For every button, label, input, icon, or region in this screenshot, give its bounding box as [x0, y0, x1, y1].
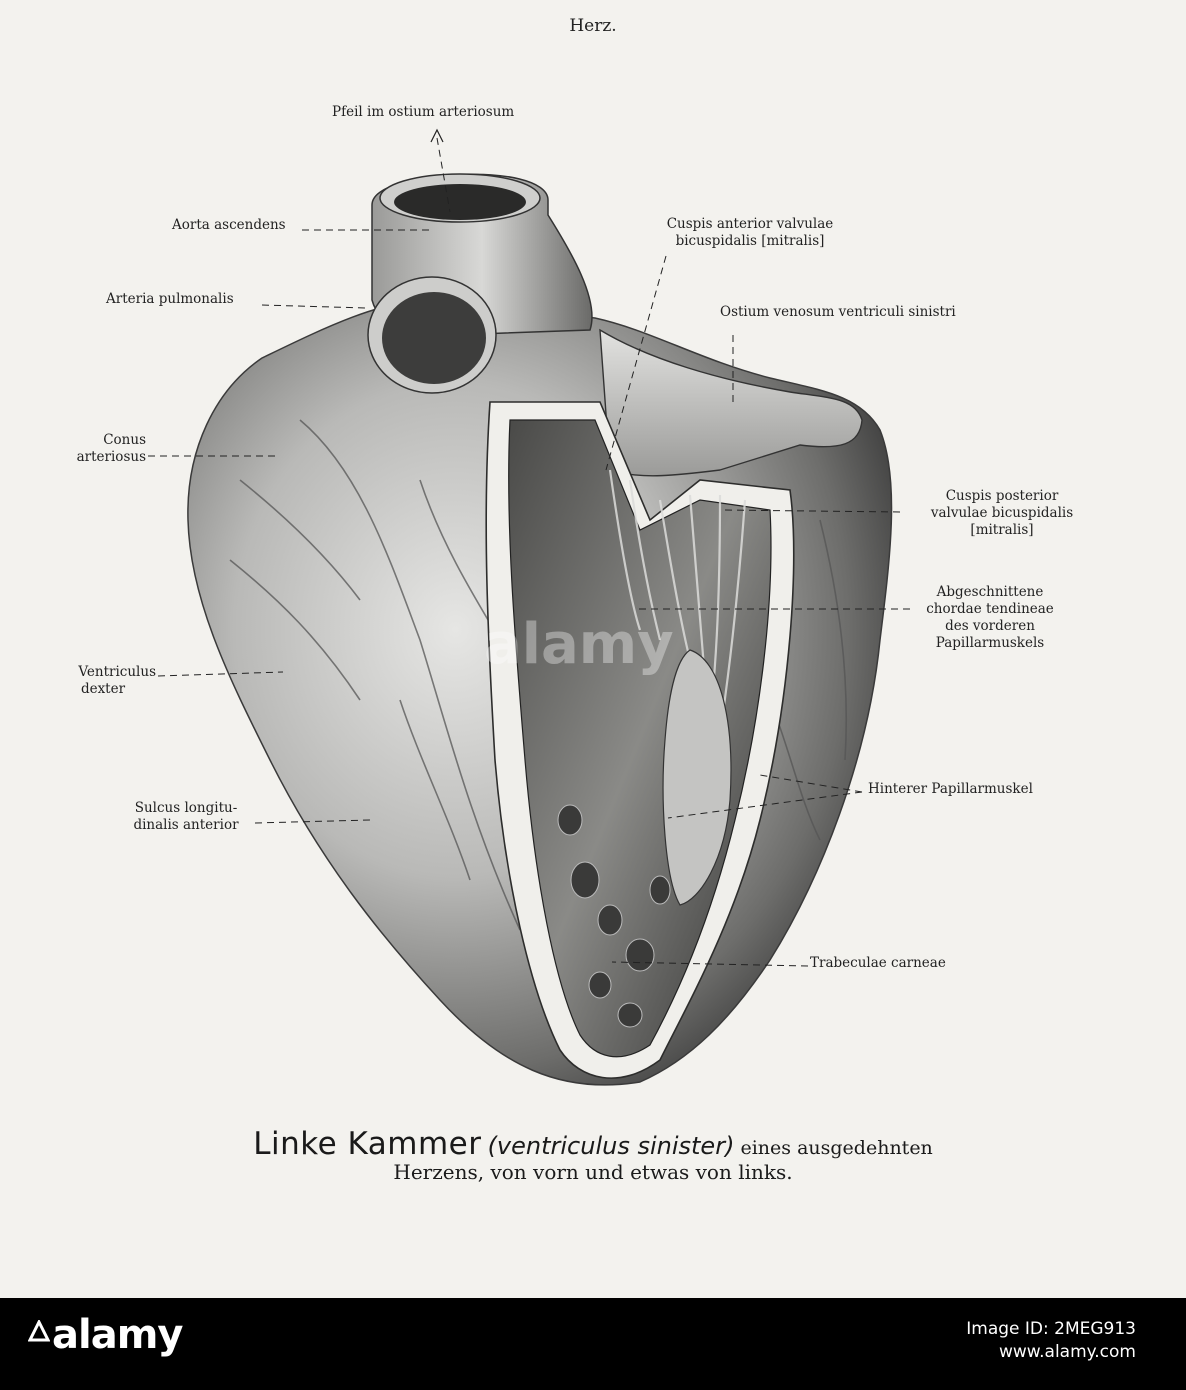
watermark: alamy: [484, 612, 674, 677]
caption-line1: [0, 1126, 1186, 1162]
label-cuspis-post-line3: [mitralis]: [970, 522, 1034, 538]
label-trabeculae: Trabeculae carneae: [810, 955, 946, 971]
alamy-logo-icon: [28, 1320, 50, 1342]
label-abgeschn-line2: chordae tendineae: [926, 601, 1054, 617]
image-id: Image ID: 2MEG913: [966, 1319, 1136, 1339]
label-cuspis-ant-line1: Cuspis anterior valvulae: [666, 216, 834, 232]
label-sulcus-line2: dinalis anterior: [133, 817, 239, 833]
caption-line2: Herzens, von vorn und etwas von links.: [393, 1160, 793, 1184]
label-conus-line1: Conus: [103, 432, 146, 448]
label-cuspis-ant-line2: bicuspidalis [mitralis]: [675, 233, 825, 249]
label-ostium-venosum: Ostium venosum ventriculi sinistri: [720, 304, 956, 320]
label-pfeil: Pfeil im ostium arteriosum: [332, 104, 515, 120]
aorta-lumen: [394, 184, 526, 220]
site-link[interactable]: www.alamy.com: [998, 1342, 1136, 1362]
label-sulcus-line1: Sulcus longitu-: [134, 800, 238, 816]
label-hinterer-papillarmuskel: Hinterer Papillarmuskel: [868, 781, 1033, 797]
label-conus-line2: arteriosus: [76, 449, 146, 465]
label-cuspis-posterior: [912, 488, 1092, 539]
label-ventr-line2: dexter: [80, 681, 126, 697]
label-cuspis-post-line2: valvulae bicuspidalis: [930, 505, 1074, 521]
label-ventriculus-dexter: [50, 664, 156, 698]
label-sulcus: [118, 800, 254, 834]
figure-caption: [0, 1126, 1186, 1184]
caption-part3: eines ausgedehnten: [740, 1137, 933, 1159]
label-ventr-line1: Ventriculus: [78, 664, 156, 680]
image-info: [966, 1318, 1136, 1364]
label-cuspis-anterior: [640, 216, 860, 250]
caption-part1: Linke Kammer: [253, 1126, 482, 1162]
label-abgeschn-line3: des vorderen: [945, 618, 1035, 634]
label-abgeschnittene: [900, 584, 1080, 652]
label-cuspis-post-line1: Cuspis posterior: [945, 488, 1059, 504]
label-pulmonalis: Arteria pulmonalis: [106, 291, 234, 307]
page-title: Herz.: [569, 16, 617, 36]
label-abgeschn-line1: Abgeschnittene: [936, 584, 1044, 600]
label-abgeschn-line4: Papillarmuskels: [935, 635, 1045, 651]
brand-logo[interactable]: alamy: [52, 1312, 183, 1358]
caption-part2: (ventriculus sinister): [487, 1132, 735, 1160]
label-conus: [60, 432, 146, 466]
pulmonalis-lumen: [382, 292, 486, 384]
label-aorta: Aorta ascendens: [172, 217, 286, 233]
